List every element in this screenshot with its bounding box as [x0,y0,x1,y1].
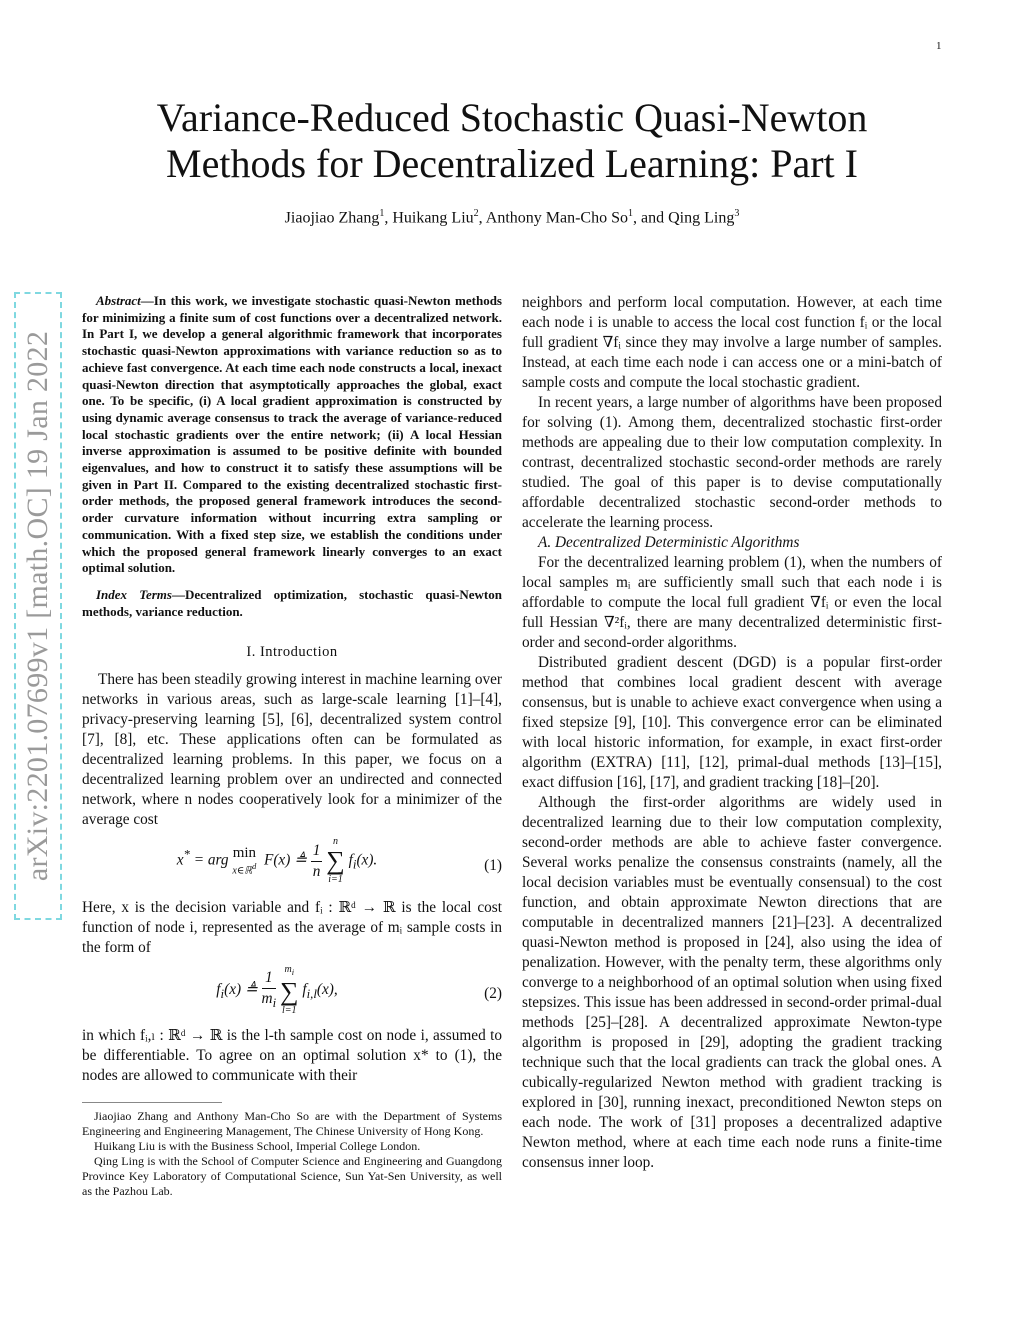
right-paragraph-5: Although the first-order algorithms are widely used in decentralized learning due to their low computation complexity, second-order methods are able to achieve faster convergence. Several works penalize the consensus constraints (namely, all the local decision variables must be eventually consensual) to the cost function, and obtain approximate Newton directions that are computable in decentralized manners [21]–[23]. A decentralized quasi-Newton method is proposed in [24], also using the idea of penalization. However, with the penalty term, these algorithms only converge to a neighborhood of an optimal solution when using fixed stepsizes. This issue has been addressed in second-order primal-dual methods [25]–[28]. A decentralized approximate Newton-type algorithm is proposed in [29], adopting the gradient tracking technique such that the local gradients can track the global ones. A cubically-regularized Newton method with gradient tracking is explored in [30], running inexact, preconditioned Newton steps on each node. The work of [31] proposes a decentralized adaptive Newton method, where at each time each node runs a finite-time consensus inner loop. [522,794,942,1171]
intro-paragraph-2: Here, x is the decision variable and fᵢ : ℝᵈ → ℝ is the local cost function of node i, represented as the average of mᵢ sample costs in the form of [82,899,502,957]
intro-paragraph-1: There has been steadily growing interest in machine learning over networks in various areas, such as large-scale learning [1]–[4], privacy-preserving learning [5], [6], decentralized system control [7], [8], etc. These applications often can be formulated as decentralized learning problems. In this paper, we focus on a decentralized learning problem over an undirected and connected network, where n nodes cooperatively look for a minimizer of the average cost [82,671,502,829]
intro-paragraph-3: in which fᵢ,ₗ : ℝᵈ → ℝ is the l-th sample cost on node i, assumed to be differentiable. To agree on an optimal solution x* to (1), the nodes are allowed to communicate with their [82,1027,502,1085]
equation-2-number: (2) [484,985,502,1003]
index-terms-label: Index Terms [96,586,172,602]
equation-1-expression: x* = arg min x∈ℝ$^d$ F(x) ≜ $\frac{1}{n}$ n ∑ i=1 $f_i(x)$. [176,836,378,886]
abstract [82,293,502,577]
author-1-affil: 1 [379,208,385,219]
left-column [82,293,502,1199]
author-2: Huikang Liu [392,209,474,227]
index-terms-text: —Decentralized optimization, stochastic quasi-Newton methods, variance reduction. [82,586,502,619]
abstract-text: —In this work, we investigate stochastic quasi-Newton methods for minimizing a finite sum of cost functions over a decentralized network. In Part I, we develop a general algorithmic framework that incorporates stochastic quasi-Newton approximations with variance reduction so as to achieve fast convergence. At each time each node constructs a local, inexact quasi-Newton direction that asymptotically approaches the global, exact one. To be specific, (i) A local gradient approximation is constructed by using dynamic average consensus to track the average of variance-reduced local stochastic gradients over the entire network; (ii) A local Hessian inverse approximation is assumed to be positive definite with bounded eigenvalues, and how to construct it to satisfy these assumptions will be given in Part II. Compared to the existing decentralized stochastic first-order methods, the proposed general framework introduces the second-order curvature information without incurring extra sampling or communication. With a fixed step size, we establish the conditions under which the proposed general framework linearly converges to an exact optimal solution. [82,293,502,576]
equation-1 [82,836,502,892]
author-4: Qing Ling [668,209,735,227]
author-4-affil: 3 [734,208,740,219]
page-number: 1 [936,40,942,52]
author-3: Anthony Man-Cho So [485,209,628,227]
right-paragraph-3: For the decentralized learning problem (1), when the numbers of local samples mᵢ are sufficiently small such that each node i is affordable to compute the local full gradient ∇fᵢ or even the local full Hessian ∇²fᵢ, there are many decentralized deterministic first-order and second-order algorithms. [522,554,942,651]
footnote-3: Qing Ling is with the School of Computer Science and Engineering and Guangdong Province Key Laboratory of Computational Science, Sun Yat-Sen University, as well as the Pazhou Lab. [82,1154,502,1199]
equation-2 [82,964,502,1020]
arxiv-stamp[interactable] [14,292,62,920]
section-heading-introduction: I. Introduction [246,644,338,661]
equation-1-number: (1) [484,857,502,875]
footnote-1: Jiaojiao Zhang and Anthony Man-Cho So are with the Department of Systems Engineering and Engineering Management, The Chinese University of Hong Kong. [82,1109,502,1139]
right-paragraph-1: neighbors and perform local computation. However, at each time each node i is unable to access the local cost function fᵢ or the local full gradient ∇fᵢ since they may involve a large number of samples. Instead, at each time each node i can access one or a mini-batch of sample costs and compute the local stochastic gradient. [522,294,942,391]
index-terms [82,587,502,620]
author-1: Jiaojiao Zhang [284,209,380,227]
author-2-affil: 2 [473,208,479,219]
title-line-1: Variance-Reduced Stochastic Quasi-Newton [156,95,868,140]
title-line-2: Methods for Decentralized Learning: Part I [166,141,858,186]
right-column [522,293,942,1173]
paper-title [100,95,924,187]
equation-2-expression: $f_i(x)$ ≜ $\frac{1}{m_i}$ $m_i$ ∑ l=1 $f_{i,l}(x)$, [216,964,338,1017]
right-paragraph-4: Distributed gradient descent (DGD) is a popular first-order method that combines local gradient descent with average consensus, but is unable to achieve exact convergence when using a fixed stepsize [9], [10]. This convergence error can be eliminated with local historic information, for example, in exact first-order algorithm (EXTRA) [11], [12], primal-dual methods [13]–[15], exact diffusion [16], [17], and gradient tracking [18]–[20]. [522,654,942,791]
authors-and: and [641,209,665,227]
right-paragraph-2: In recent years, a large number of algorithms have been proposed for solving (1). Among them, decentralized stochastic first-order methods are appealing due to their low computation complexity. In contrast, decentralized stochastic second-order methods are rarely studied. The goal of this paper is to devise computationally affordable decentralized stochastic second-order methods to accelerate the learning process. [522,394,942,531]
footnote-2: Huikang Liu is with the Business School, Imperial College London. [94,1139,421,1154]
arxiv-id-text: arXiv:2201.07699v1 [math.OC] 19 Jan 2022 [21,330,54,882]
subsection-heading-a: A. Decentralized Deterministic Algorithms [538,534,800,551]
footnote-divider [82,1102,222,1103]
author-list: Jiaojiao Zhang$^1$, Huikang Liu$^2$, Anthony Man-Cho So$^1$, and Qing Ling$^3$ [284,208,740,227]
author-3-affil: 1 [628,208,633,219]
abstract-label: Abstract [96,293,141,308]
